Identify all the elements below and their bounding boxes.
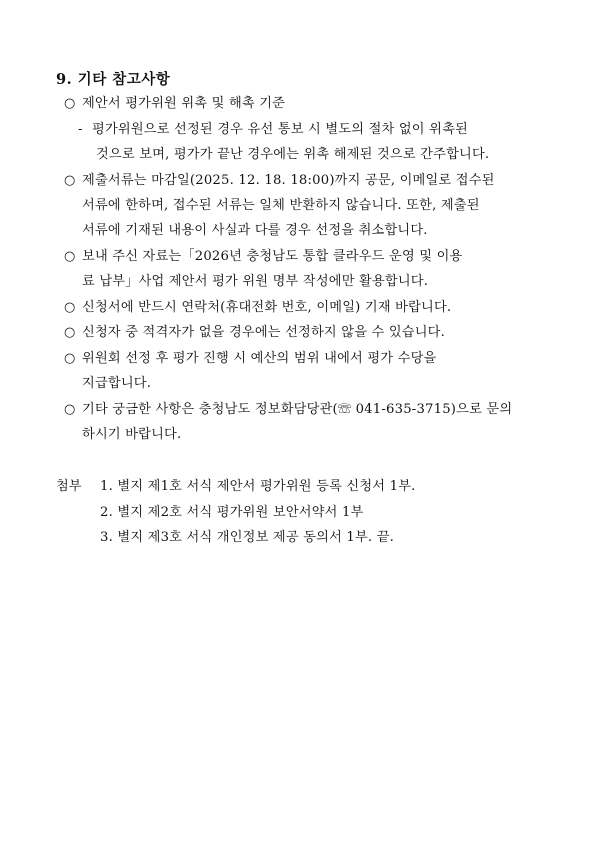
list-item-documents <box>64 172 495 190</box>
documents-text-2: 서류에 한하며, 접수된 서류는 일체 반환하지 않습니다. 또한, 제출된 <box>82 198 480 213</box>
attachment-item-3: 3. 별지 제3호 서식 개인정보 제공 동의서 1부. 끝. <box>100 530 395 545</box>
circle-bullet-icon: ○ <box>64 249 76 264</box>
attachment-item-1: 1. 별지 제1호 서식 제안서 평가위원 등록 신청서 1부. <box>100 479 416 494</box>
data-usage-text-1: 보내 주신 자료는「2026년 충청남도 통합 클라우드 운영 및 이용 <box>82 249 463 264</box>
contact-text: 신청서에 반드시 연락처(휴대전화 번호, 이메일) 기재 바랍니다. <box>82 300 452 315</box>
inquiry-text-1: 기타 궁금한 사항은 충청남도 정보화담당관(☏ 041-635-3715)으로 문의 <box>82 402 513 417</box>
circle-bullet-icon: ○ <box>64 402 76 417</box>
criteria-detail-line-1 <box>78 121 468 139</box>
allowance-text-1: 위원회 선정 후 평가 진행 시 예산의 범위 내에서 평가 수당을 <box>82 351 437 366</box>
list-item-no-selection <box>64 324 445 342</box>
list-item-inquiry <box>64 401 512 419</box>
list-item-criteria <box>64 95 285 113</box>
attachments-label: 첨부 <box>56 479 82 494</box>
criteria-heading: 제안서 평가위원 위촉 및 해촉 기준 <box>82 96 286 111</box>
data-usage-text-2: 료 납부」사업 제안서 평가 위원 명부 작성에만 활용합니다. <box>82 274 429 289</box>
circle-bullet-icon: ○ <box>64 325 76 340</box>
section-title: 9. 기타 참고사항 <box>56 71 171 88</box>
documents-text-3: 서류에 기재된 내용이 사실과 다를 경우 선정을 취소합니다. <box>82 223 428 238</box>
allowance-text-2: 지급합니다. <box>82 376 152 391</box>
list-item-allowance <box>64 350 436 368</box>
attachment-item-2: 2. 별지 제2호 서식 평가위원 보안서약서 1부 <box>100 505 364 520</box>
no-selection-text: 신청자 중 적격자가 없을 경우에는 선정하지 않을 수 있습니다. <box>82 325 446 340</box>
list-item-contact <box>64 299 451 317</box>
circle-bullet-icon: ○ <box>64 173 76 188</box>
criteria-detail-text-1: 평가위원으로 선정된 경우 유선 통보 시 별도의 절차 없이 위촉된 <box>92 122 468 137</box>
circle-bullet-icon: ○ <box>64 351 76 366</box>
list-item-data-usage <box>64 248 462 266</box>
inquiry-text-2: 하시기 바랍니다. <box>82 427 182 442</box>
criteria-detail-line-2: 것으로 보며, 평가가 끝난 경우에는 위촉 해제된 것으로 간주합니다. <box>96 147 490 162</box>
dash-bullet-icon: - <box>78 122 83 137</box>
circle-bullet-icon: ○ <box>64 96 76 111</box>
circle-bullet-icon: ○ <box>64 300 76 315</box>
documents-text-1: 제출서류는 마감일(2025. 12. 18. 18:00)까지 공문, 이메일로 접수된 <box>82 173 495 188</box>
